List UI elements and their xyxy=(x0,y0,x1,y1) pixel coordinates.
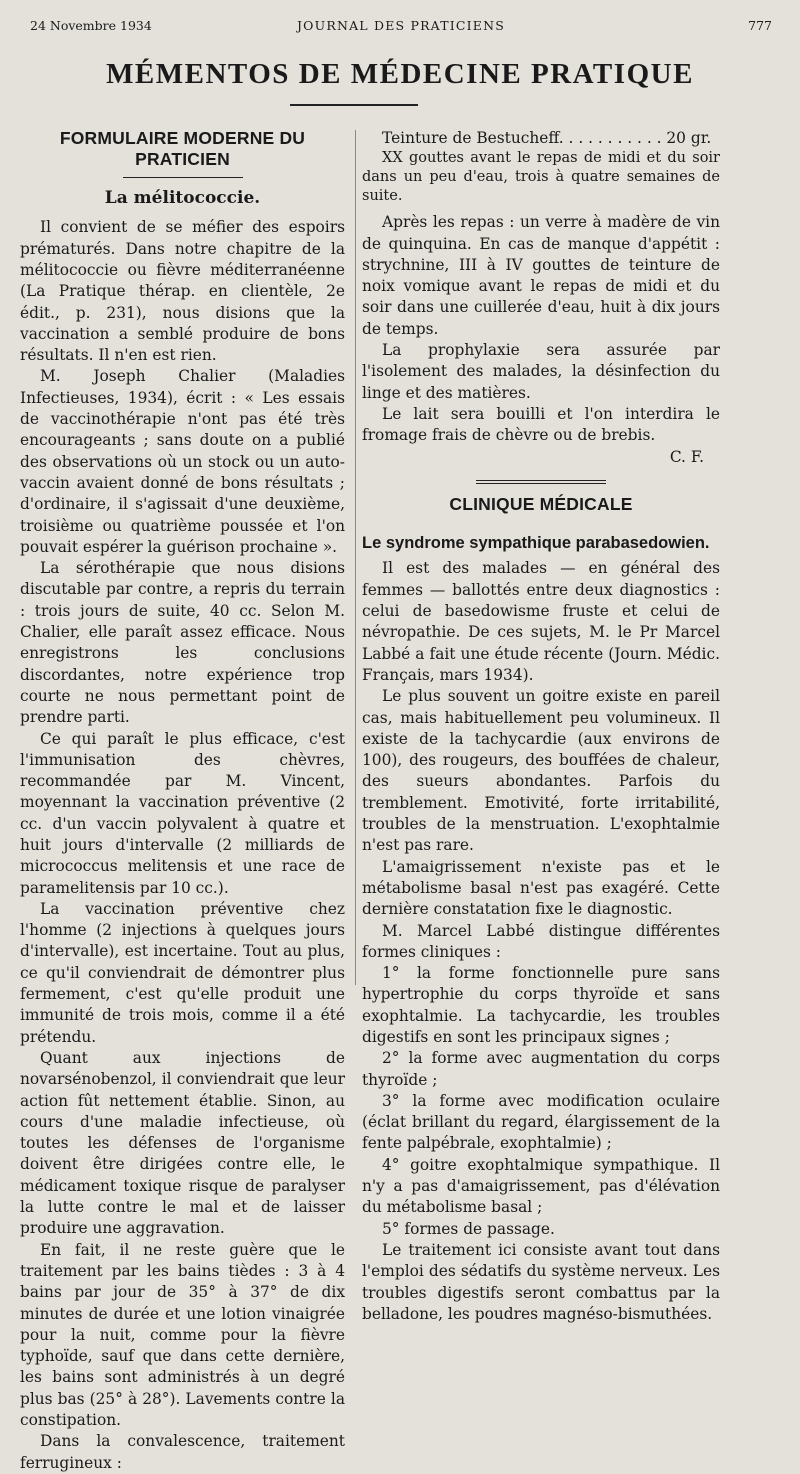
prescription-line: Teinture de Bestucheff. . . . . . . . . . . 20 gr. xyxy=(382,129,712,147)
paragraph: Ce qui paraît le plus efficace, c'est l'immunisation des chèvres, recommandée par M. Vincent, moyennant la vaccination préventive (2 cc. d'un vaccin polyvalent à quatre et huit jours d'intervalle (2 milliards de micrococcus melitensis et une race de paramelitensis par 10 cc.). xyxy=(20,729,345,897)
paragraph: La vaccination préventive chez l'homme (2 injections à quelques jours d'intervalle), est incertaine. Tout au plus, ce qu'il conviendrait de démontrer plus fermement, c'est qu'elle produit une immunité de trois mois, comme il a été prétendu. xyxy=(20,899,345,1046)
paragraph: Il est des malades — en général des femmes — ballottés entre deux diagnostics : celui de basedowisme fruste et celui de névropathie. De ces sujets, M. le Pr Marcel Labbé a fait une étude récente (Journ. Médic. Français, mars 1934). xyxy=(362,559,720,684)
paragraph: Le lait sera bouilli et l'on interdira le fromage frais de chèvre ou de brebis. xyxy=(362,404,720,445)
list-item: 5° formes de passage. xyxy=(382,1219,555,1238)
section-title-formulaire: FORMULAIRE MODERNE DU PRATICIEN xyxy=(59,128,306,170)
paragraph: Il convient de se méfier des espoirs prématurés. Dans notre chapitre de la mélitococcie ou fièvre méditerranéenne (La Pratique thérap. en clientèle, 2e édit., p. 231), nous disions que la vaccination a semblé produire de bons résultats. Il n'en est rien. xyxy=(20,218,345,365)
list-item: 2° la forme avec augmentation du corps thyroïde ; xyxy=(362,1049,720,1089)
journal-name: JOURNAL DES PRATICIENS xyxy=(296,18,506,33)
column-divider xyxy=(355,130,356,985)
paragraph: L'amaigrissement n'existe pas et le métabolisme basal n'est pas exagéré. Cette dernière constatation fixe le diagnostic. xyxy=(362,857,720,919)
section-rule xyxy=(123,177,243,179)
list-item: 3° la forme avec modification oculaire (éclat brillant du regard, élargissement de la fente palpébrale, exophtalmie) ; xyxy=(362,1091,720,1153)
article-title-parabasedowien: Le syndrome sympathique parabasedowien. xyxy=(362,534,710,553)
page-number: 777 xyxy=(748,18,772,33)
article-title-melitococcie: La mélitococcie. xyxy=(104,188,261,209)
right-column xyxy=(362,128,720,1325)
spacer xyxy=(362,515,720,533)
paragraph: La prophylaxie sera assurée par l'isolement des malades, la désinfection du linge et des matières. xyxy=(362,341,720,402)
paragraph: Quant aux injections de novarsénobenzol, il conviendrait que leur action fût nettement établie. Sinon, au cours d'une maladie infectieuse, où toutes les défenses de l'organisme doivent être dirigées contre elle, le médicament toxique risque de paralyser la lutte contre le mal et de laisser produire une aggravation. xyxy=(20,1048,345,1238)
paragraph: M. Marcel Labbé distingue différentes formes cliniques : xyxy=(362,921,720,961)
double-rule-separator xyxy=(476,480,606,484)
paragraph: Dans la convalescence, traitement ferrugineux : xyxy=(20,1432,345,1472)
paragraph: La sérothérapie que nous disions discutable par contre, a repris du terrain : trois jours de suite, 40 cc. Selon M. Chalier, elle paraît assez efficace. Nous enregistrons les conclusions discordantes, notre expérience trop courte ne nous permettant point de prendre parti. xyxy=(20,559,345,727)
paragraph: Après les repas : un verre à madère de vin de quinquina. En cas de manque d'appétit : strychnine, III à IV gouttes de teinture de noix vomique avant le repas de midi et du soir dans une cuillerée d'eau, huit à dix jours de temps. xyxy=(362,213,720,338)
left-column xyxy=(20,128,345,1474)
prescription-note: XX gouttes avant le repas de midi et du soir dans un peu d'eau, trois à quatre semaines de suite. xyxy=(362,150,720,205)
list-item: 4° goitre exophtalmique sympathique. Il n'y a pas d'amaigrissement, pas d'élévation du métabolisme basal ; xyxy=(362,1155,720,1217)
paragraph: Le traitement ici consiste avant tout dans l'emploi des sédatifs du système nerveux. Les troubles digestifs seront combattus par la belladone, les poudres magnéso-bismuthées. xyxy=(362,1240,720,1323)
paragraph: En fait, il ne reste guère que le traitement par les bains tièdes : 3 à 4 bains par jour de 35° à 37° de dix minutes de durée et une lotion vinaigrée pour la nuit, comme pour la fièvre typhoïde, sauf que dans cette dernière, les bains sont administrés à un degré plus bas (25° à 28°). Lavements contre la constipation. xyxy=(20,1240,345,1430)
paragraph: M. Joseph Chalier (Maladies Infectieuses, 1934), écrit : « Les essais de vaccinothérapie n'ont pas été très encourageants ; sans doute on a publié des observations où un stock ou un auto-vaccin avaient donné de bons résultats ; d'ordinaire, il s'agissait d'une deuxième, troisième ou quatrième poussée et l'on pouvait espérer la guérison prochaine ». xyxy=(20,367,345,556)
paragraph: Le plus souvent un goitre existe en pareil cas, mais habituellement peu volumineux. Il existe de la tachycardie (aux environs de 100), des rougeurs, des bouffées de chaleur, des sueurs abondantes. Parfois du tremblement. Emotivité, forte irritabilité, troubles de la menstruation. L'exophtalmie n'est pas rare. xyxy=(362,687,720,855)
main-title: MÉMENTOS DE MÉDECINE PRATIQUE xyxy=(106,58,694,90)
running-head xyxy=(30,16,772,38)
author-signature: C. F. xyxy=(669,447,704,466)
title-rule xyxy=(290,104,418,106)
section-title-clinique: CLINIQUE MÉDICALE xyxy=(449,493,633,514)
list-item: 1° la forme fonctionnelle pure sans hypertrophie du corps thyroïde et sans exophtalmie. La tachycardie, les troubles digestifs en sont les principaux signes ; xyxy=(362,964,720,1046)
issue-date: 24 Novembre 1934 xyxy=(30,18,152,33)
